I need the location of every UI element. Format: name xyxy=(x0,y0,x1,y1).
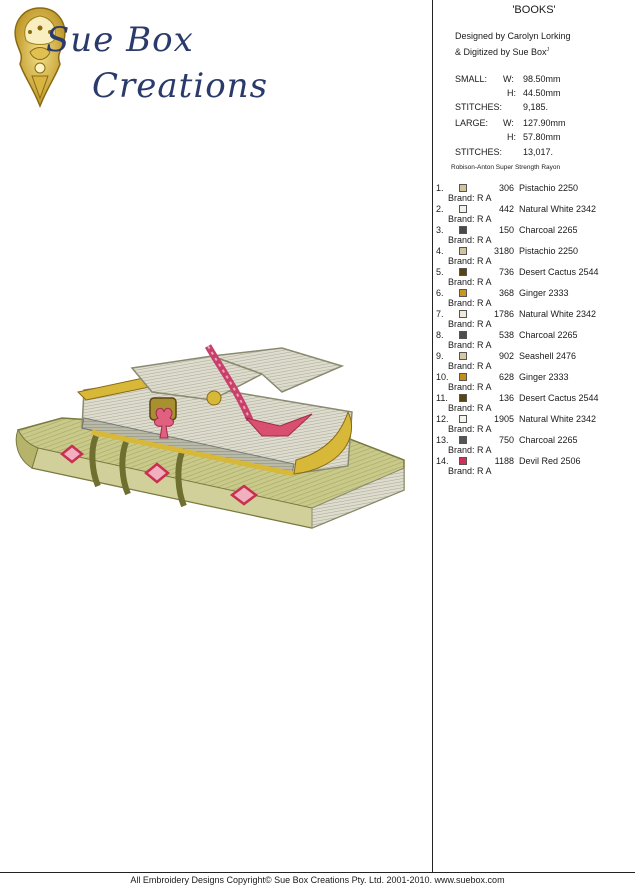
thread-code: 306 xyxy=(498,183,514,193)
thread-name: Seashell 2476 xyxy=(519,351,577,361)
color-swatch xyxy=(459,352,467,360)
color-swatch xyxy=(459,415,467,423)
color-swatch xyxy=(459,457,467,465)
list-item xyxy=(436,204,635,225)
thread-code: 150 xyxy=(498,225,514,235)
thread-code: 136 xyxy=(498,393,514,403)
thread-color-list xyxy=(436,183,635,477)
thread-name: Natural White 2342 xyxy=(519,309,597,319)
color-swatch xyxy=(459,331,467,339)
color-swatch xyxy=(459,247,467,255)
thread-number: 12. xyxy=(436,414,449,424)
color-swatch xyxy=(459,289,467,297)
large-label: LARGE: xyxy=(455,118,489,128)
large-w-label: W: xyxy=(503,118,514,128)
thread-brand-code: Brand: R A xyxy=(448,298,492,308)
thread-name: Devil Red 2506 xyxy=(519,456,581,466)
list-item xyxy=(436,456,635,477)
thread-brand-code: Brand: R A xyxy=(448,445,492,455)
thread-code: 442 xyxy=(498,204,514,214)
thread-brand-code: Brand: R A xyxy=(448,466,492,476)
copyright-footer: All Embroidery Designs Copyright© Sue Box Creations Pty. Ltd. 2001-2010. www.suebox.com xyxy=(130,875,505,885)
list-item xyxy=(436,309,635,330)
logo-line-2: Creations xyxy=(92,66,269,106)
thread-name: Natural White 2342 xyxy=(519,204,597,214)
design-title: 'BOOKS' xyxy=(512,4,556,16)
thread-number: 7. xyxy=(436,309,444,319)
thread-number: 8. xyxy=(436,330,444,340)
color-swatch xyxy=(459,394,467,402)
thread-brand-code: Brand: R A xyxy=(448,214,492,224)
thread-code: 3180 xyxy=(493,246,514,256)
color-swatch xyxy=(459,184,467,192)
thread-name: Ginger 2333 xyxy=(519,372,569,382)
digitized-by: & Digitized by Sue Box$^J$ xyxy=(455,47,550,57)
thread-name: Charcoal 2265 xyxy=(519,225,578,235)
thread-number: 2. xyxy=(436,204,444,214)
thread-number: 6. xyxy=(436,288,444,298)
thread-number: 10. xyxy=(436,372,449,382)
small-width: 98.50mm xyxy=(523,74,561,84)
thread-number: 11. xyxy=(436,393,448,403)
large-width: 127.90mm xyxy=(523,118,566,128)
thread-brand-code: Brand: R A xyxy=(448,382,492,392)
color-swatch xyxy=(459,268,467,276)
thread-brand-code: Brand: R A xyxy=(448,193,492,203)
thread-brand: Robison-Anton Super Strength Rayon xyxy=(451,164,561,171)
small-h-label: H: xyxy=(507,88,516,98)
list-item xyxy=(436,372,635,393)
list-item xyxy=(436,267,635,288)
thread-code: 1905 xyxy=(493,414,514,424)
thread-number: 3. xyxy=(436,225,444,235)
list-item xyxy=(436,351,635,372)
list-item xyxy=(436,414,635,435)
list-item xyxy=(436,330,635,351)
logo-line-1: Sue Box xyxy=(46,20,194,60)
large-stitches-label: STITCHES: xyxy=(455,147,503,157)
small-stitches-label: STITCHES: xyxy=(455,102,503,112)
thread-name: Charcoal 2265 xyxy=(519,330,578,340)
list-item xyxy=(436,225,635,246)
thread-code: 1188 xyxy=(494,456,514,466)
thread-number: 1. xyxy=(436,183,444,193)
thread-number: 13. xyxy=(436,435,449,445)
books-embroidery-image xyxy=(12,340,412,540)
color-swatch xyxy=(459,436,467,444)
thread-brand-code: Brand: R A xyxy=(448,340,492,350)
designed-by: Designed by Carolyn Lorking xyxy=(455,31,571,41)
color-swatch xyxy=(459,310,467,318)
list-item xyxy=(436,288,635,309)
thread-brand-code: Brand: R A xyxy=(448,256,492,266)
thread-code: 628 xyxy=(498,372,514,382)
thread-brand-code: Brand: R A xyxy=(448,361,492,371)
thread-number: 9. xyxy=(436,351,444,361)
thread-code: 750 xyxy=(498,435,514,445)
large-height: 57.80mm xyxy=(523,132,561,142)
thread-name: Pistachio 2250 xyxy=(519,246,579,256)
thread-name: Ginger 2333 xyxy=(519,288,569,298)
small-stitches: 9,185. xyxy=(523,102,549,112)
list-item xyxy=(436,435,635,456)
thread-brand-code: Brand: R A xyxy=(448,403,492,413)
color-swatch xyxy=(459,226,467,234)
color-swatch xyxy=(459,205,467,213)
thread-number: 5. xyxy=(436,267,444,277)
thread-code: 902 xyxy=(498,351,514,361)
thread-name: Charcoal 2265 xyxy=(519,435,578,445)
large-h-label: H: xyxy=(507,132,516,142)
color-swatch xyxy=(459,373,467,381)
thread-code: 736 xyxy=(498,267,514,277)
thread-name: Desert Cactus 2544 xyxy=(519,393,599,403)
thread-code: 368 xyxy=(498,288,514,298)
small-w-label: W: xyxy=(503,74,514,84)
small-height: 44.50mm xyxy=(523,88,561,98)
credits xyxy=(455,29,571,59)
thread-code: 1786 xyxy=(493,309,514,319)
footer-divider xyxy=(0,872,635,873)
thread-brand-code: Brand: R A xyxy=(448,277,492,287)
list-item xyxy=(436,246,635,267)
list-item xyxy=(436,393,635,414)
column-divider xyxy=(432,0,433,872)
thread-brand-code: Brand: R A xyxy=(448,319,492,329)
large-stitches: 13,017. xyxy=(523,147,554,157)
thread-number: 14. xyxy=(436,456,449,466)
small-label: SMALL: xyxy=(455,74,488,84)
thread-brand-code: Brand: R A xyxy=(448,235,492,245)
thread-name: Pistachio 2250 xyxy=(519,183,579,193)
thread-number: 4. xyxy=(436,246,444,256)
thread-code: 538 xyxy=(498,330,514,340)
thread-name: Natural White 2342 xyxy=(519,414,597,424)
list-item xyxy=(436,183,635,204)
thread-name: Desert Cactus 2544 xyxy=(519,267,599,277)
logo xyxy=(10,6,280,116)
thread-brand-code: Brand: R A xyxy=(448,424,492,434)
